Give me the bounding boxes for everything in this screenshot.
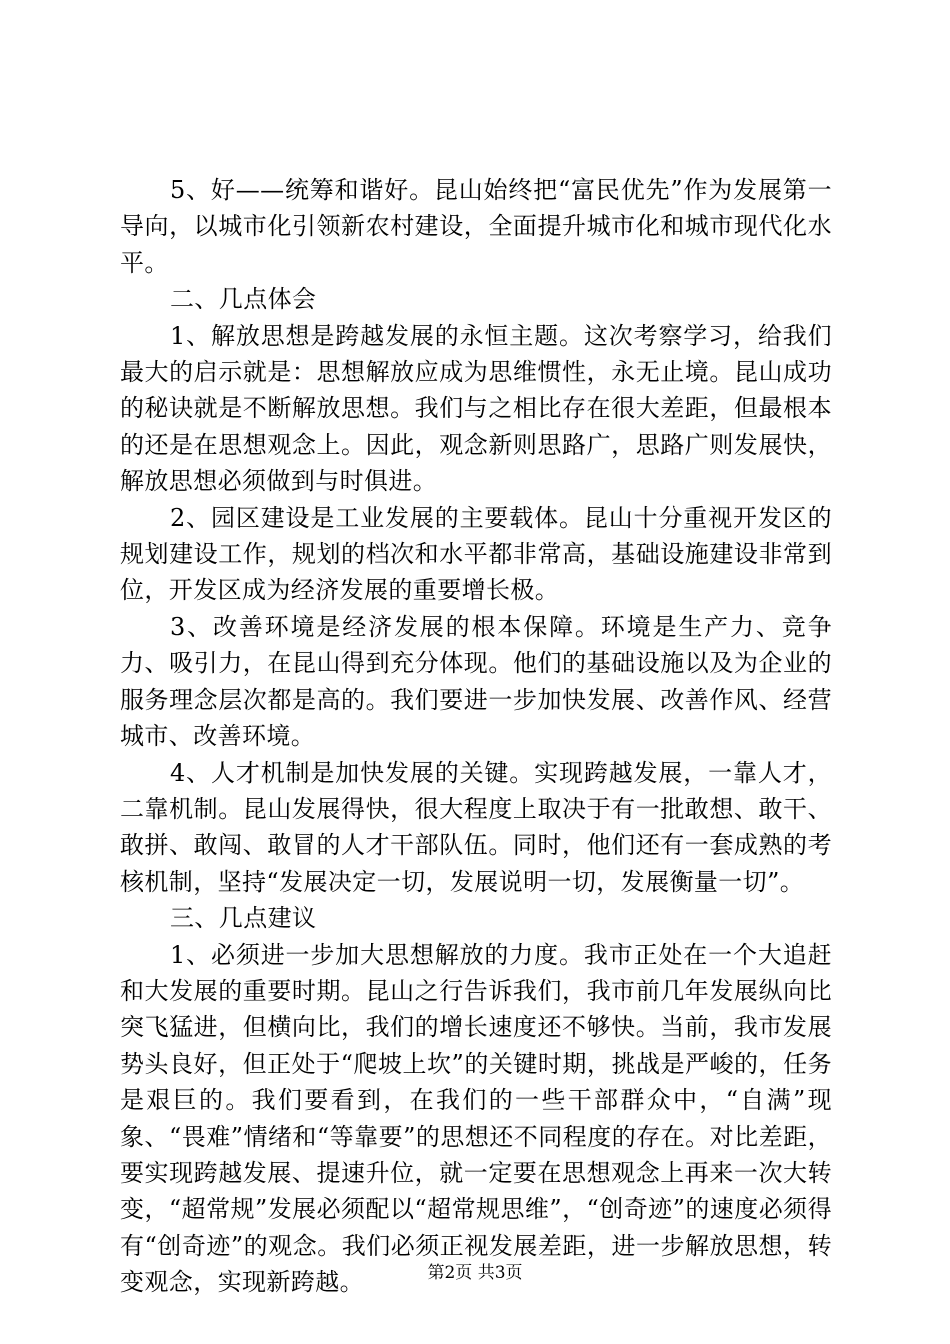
paragraph-experience-4: 4、人才机制是加快发展的关键。实现跨越发展，一靠人才，二靠机制。昆山发展得快，很大程度上取决于有一批敢想、敢干、敢拼、敢闯、敢冒的人才干部队伍。同时，他们还有一套成熟的考核机制，坚持“发展决定一切，发展说明一切，发展衡量一切”。 bbox=[120, 758, 832, 896]
section-heading-suggestions: 三、几点建议 bbox=[170, 904, 317, 933]
document-body bbox=[120, 172, 832, 1301]
paragraph-experience-3: 3、改善环境是经济发展的根本保障。环境是生产力、竞争力、吸引力，在昆山得到充分体现。他们的基础设施以及为企业的服务理念层次都是高的。我们要进一步加快发展、改善作风、经营城市、改善环境。 bbox=[120, 612, 832, 751]
page-footer: 第2页 共3页 bbox=[427, 1263, 523, 1283]
paragraph-experience-2: 2、园区建设是工业发展的主要载体。昆山十分重视开发区的规划建设工作，规划的档次和水平都非常高，基础设施建设非常到位，开发区成为经济发展的重要增长极。 bbox=[120, 503, 832, 605]
paragraph-item-5: 5、好——统筹和谐好。昆山始终把“富民优先”作为发展第一导向，以城市化引领新农村建设，全面提升城市化和城市现代化水平。 bbox=[120, 176, 832, 277]
paragraph-experience-1: 1、解放思想是跨越发展的永恒主题。这次考察学习，给我们最大的启示就是：思想解放应成为思维惯性，永无止境。昆山成功的秘诀就是不断解放思想。我们与之相比存在很大差距，但最根本的还是在思想观念上。因此，观念新则思路广，思路广则发展快，解放思想必须做到与时俱进。 bbox=[120, 321, 832, 496]
paragraph-suggestion-1: 1、必须进一步加大思想解放的力度。我市正处在一个大追赶和大发展的重要时期。昆山之行告诉我们，我市前几年发展纵向比突飞猛进，但横向比，我们的增长速度还不够快。当前，我市发展势头良好，但正处于“爬坡上坎”的关键时期，挑战是严峻的，任务是艰巨的。我们要看到，在我们的一些干部群众中，“自满”现象、“畏难”情绪和“等靠要”的思想还不同程度的存在。对比差距，要实现跨越发展、提速升位，就一定要在思想观念上再来一次大转变，“超常规”发展必须配以“超常规思维”，“创奇迹”的速度必须得有“创奇迹”的观念。我们必须正视发展差距，进一步解放思想，转变观念，实现新跨越。 bbox=[120, 940, 832, 1297]
section-heading-experience: 二、几点体会 bbox=[170, 285, 317, 314]
